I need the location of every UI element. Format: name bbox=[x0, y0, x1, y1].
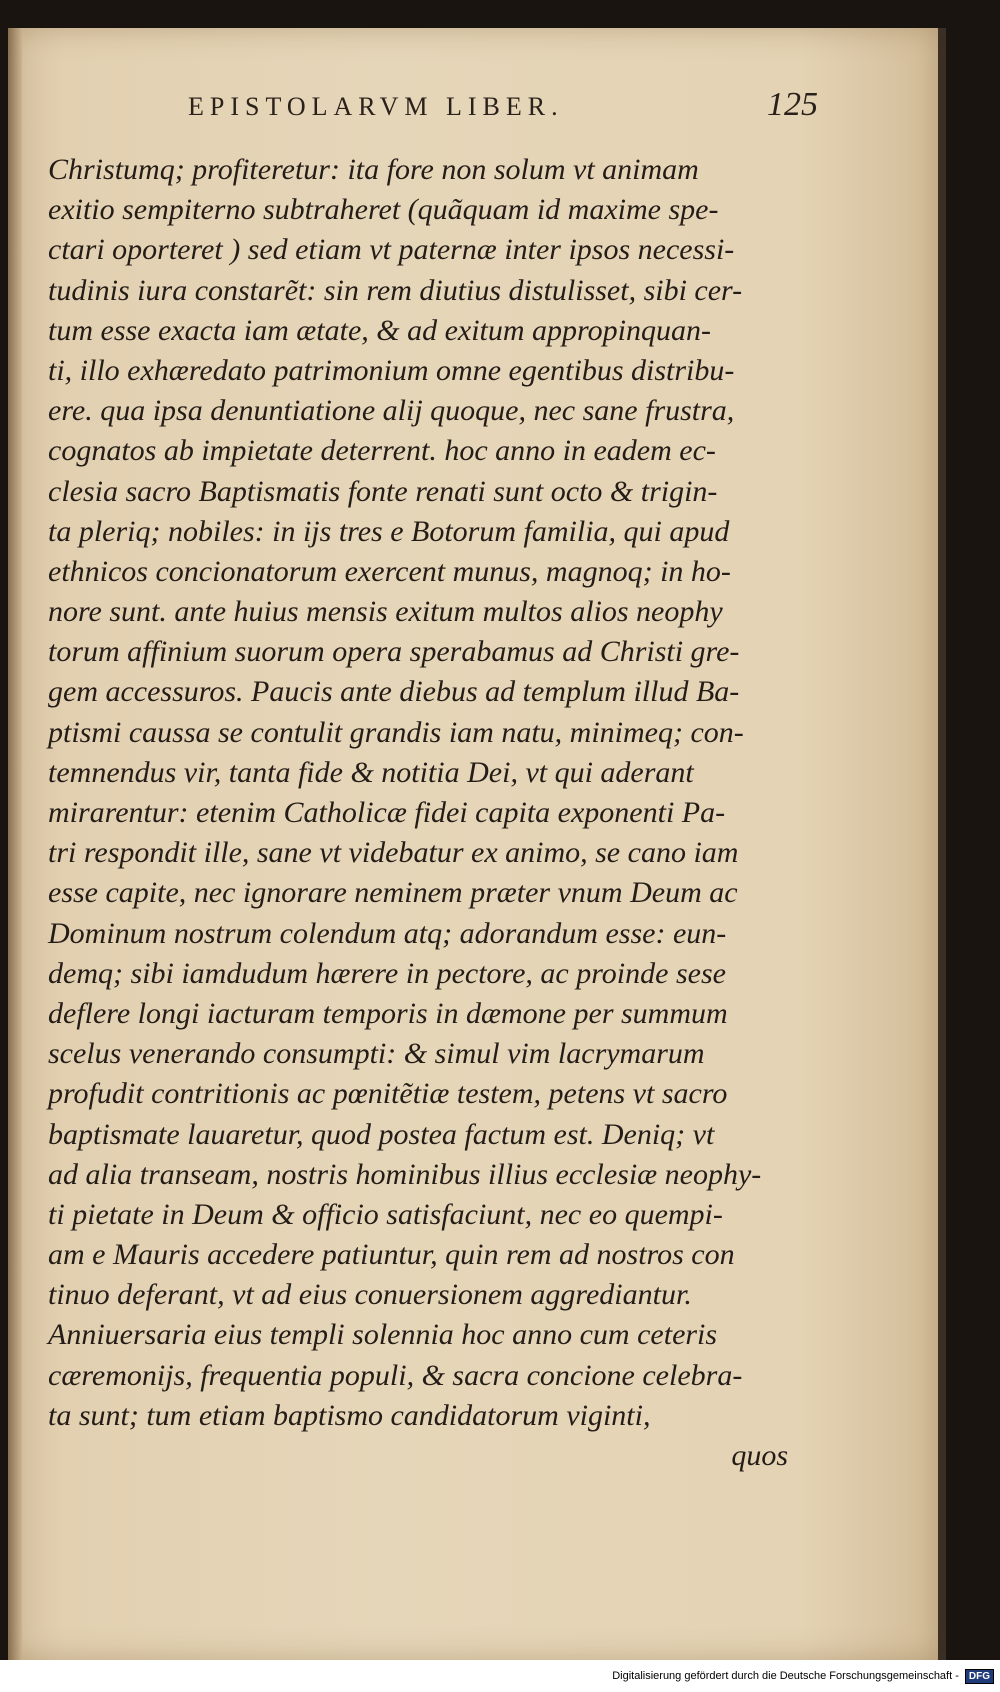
text-line: ctari oporteret ) sed etiam vt paternæ inter ipsos necessi- bbox=[48, 233, 735, 267]
text-line: gem accessuros. Paucis ante diebus ad templum illud Ba- bbox=[48, 675, 740, 709]
text-line: esse capite, nec ignorare neminem præter vnum Deum ac bbox=[48, 876, 738, 910]
page-header bbox=[188, 86, 818, 142]
dfg-logo: DFG bbox=[965, 1669, 994, 1684]
text-line: tinuo deferant, vt ad eius conuersionem aggrediantur. bbox=[48, 1278, 692, 1312]
text-line: baptismate lauaretur, quod postea factum est. Deniq; vt bbox=[48, 1117, 715, 1151]
book-page bbox=[8, 28, 940, 1660]
text-line: scelus venerando consumpti: & simul vim lacrymarum bbox=[48, 1037, 705, 1071]
running-head: EPISTOLARVM LIBER. bbox=[188, 92, 564, 121]
text-line: tum esse exacta iam ætate, & ad exitum appropinquan- bbox=[48, 313, 711, 347]
text-line: cognatos ab impietate deterrent. hoc anno in eadem ec- bbox=[48, 434, 716, 468]
text-line: ptismi caussa se contulit grandis iam natu, minimeq; con- bbox=[48, 715, 744, 749]
text-line: tudinis iura constarẽt: sin rem diutius distulisset, sibi cer- bbox=[48, 273, 743, 307]
text-line: ta sunt; tum etiam baptismo candidatorum viginti, bbox=[48, 1398, 651, 1432]
footer-credit: Digitalisierung gefördert durch die Deutsche Forschungsgemeinschaft - bbox=[612, 1670, 959, 1682]
text-line: ti pietate in Deum & officio satisfaciunt, nec eo quempi- bbox=[48, 1197, 723, 1231]
text-line: Anniuersaria eius templi solennia hoc anno cum ceteris bbox=[48, 1318, 718, 1352]
text-line: am e Mauris accedere patiuntur, quin rem ad nostros con bbox=[48, 1238, 735, 1272]
text-line: exitio sempiterno subtraheret (quãquam id maxime spe- bbox=[48, 193, 719, 227]
text-line: ad alia transeam, nostris hominibus illius ecclesiæ neophy- bbox=[48, 1157, 762, 1191]
text-line: clesia sacro Baptismatis fonte renati sunt octo & trigin- bbox=[48, 474, 718, 508]
text-line: quos bbox=[731, 1439, 788, 1472]
text-line: ta pleriq; nobiles: in ijs tres e Botorum familia, qui apud bbox=[48, 514, 730, 548]
text-line: nore sunt. ante huius mensis exitum multos alios neophy bbox=[48, 595, 723, 629]
text-line: demq; sibi iamdudum hærere in pectore, ac proinde sese bbox=[48, 956, 726, 990]
text-line: mirarentur: etenim Catholicæ fidei capita exponenti Pa- bbox=[48, 796, 726, 829]
page-number: 125 bbox=[767, 86, 818, 123]
text-line: Christumq; profiteretur: ita fore non solum vt animam bbox=[48, 153, 699, 186]
text-line: deflere longi iacturam temporis in dæmone per summum bbox=[48, 996, 728, 1030]
text-line: Dominum nostrum colendum atq; adorandum esse: eun- bbox=[48, 916, 727, 950]
text-line: ethnicos concionatorum exercent munus, magnoq; in ho- bbox=[48, 554, 731, 588]
body-text bbox=[48, 150, 788, 1476]
text-line: ti, illo exhæredato patrimonium omne egentibus distribu- bbox=[48, 353, 735, 387]
spine-shadow bbox=[8, 28, 22, 1660]
text-line: profudit contritionis ac pœnitẽtiæ testem, petens vt sacro bbox=[48, 1077, 728, 1111]
text-line: cæremonijs, frequentia populi, & sacra concione celebra- bbox=[48, 1358, 743, 1392]
text-line: torum affinium suorum opera sperabamus ad Christi gre- bbox=[48, 635, 740, 669]
text-line: ere. qua ipsa denuntiatione alij quoque, nec sane frustra, bbox=[48, 394, 735, 428]
text-line: temnendus vir, tanta fide & notitia Dei, vt qui aderant bbox=[48, 755, 694, 789]
text-line: tri respondit ille, sane vt videbatur ex animo, se cano iam bbox=[48, 836, 739, 870]
footer-bar bbox=[0, 1660, 1000, 1692]
page-edge bbox=[938, 28, 946, 1660]
